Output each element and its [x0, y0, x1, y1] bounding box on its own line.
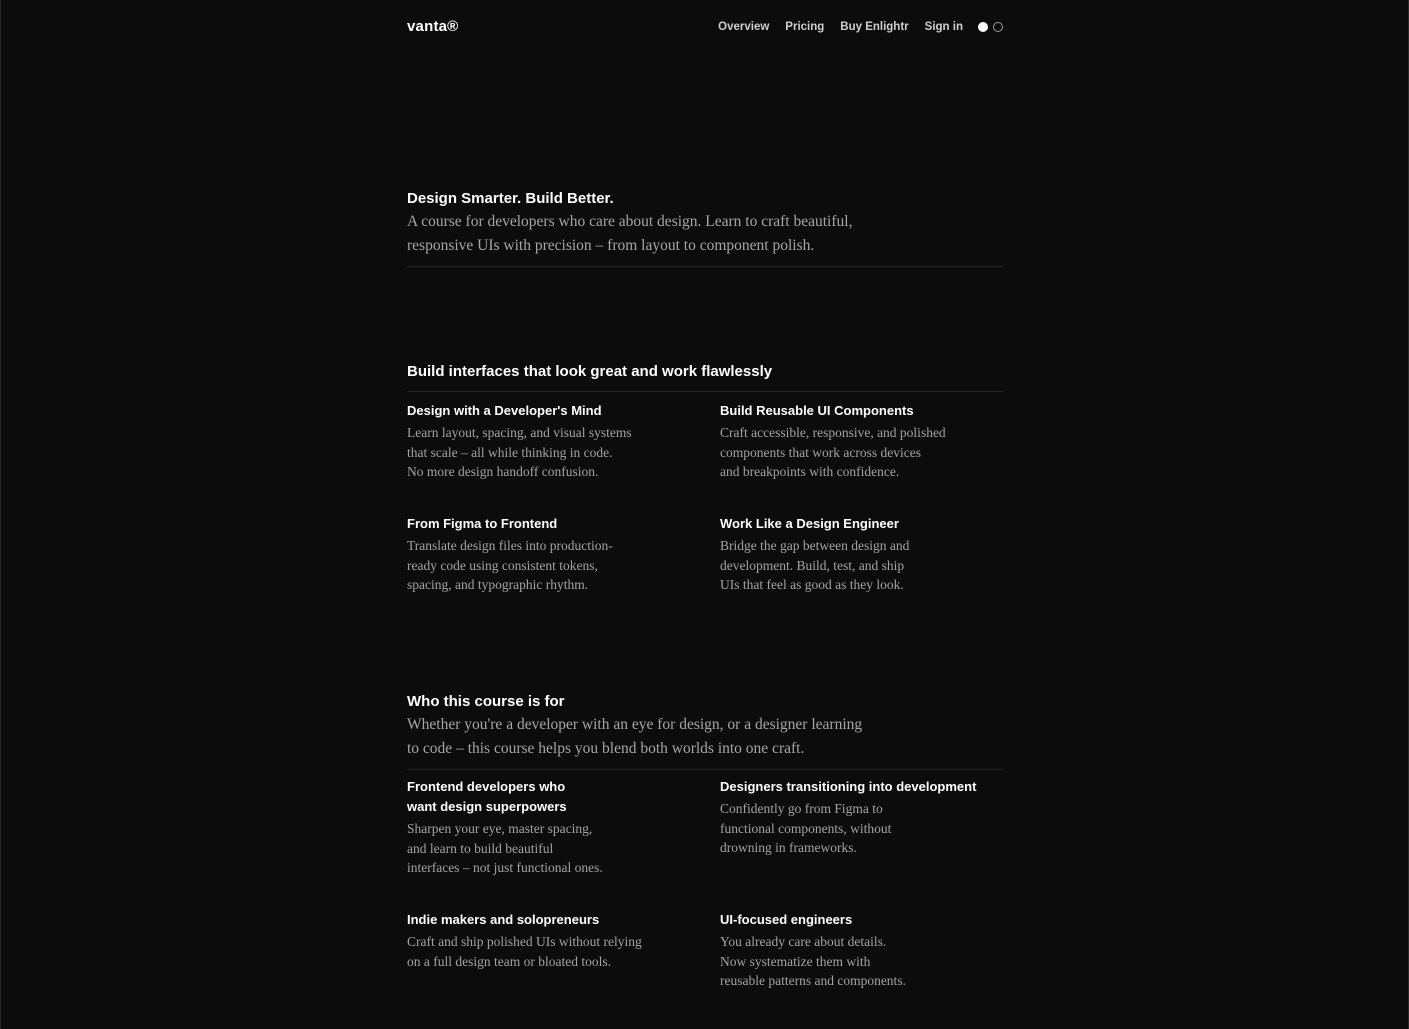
description-line: and breakpoints with confidence.: [720, 464, 900, 480]
description-line: spacing, and typographic rhythm.: [407, 577, 589, 593]
audience-card-title: [407, 910, 692, 930]
nav-link-overview[interactable]: Overview: [718, 21, 770, 33]
feature-card: [720, 514, 1005, 595]
title-line: want design superpowers: [407, 799, 567, 814]
title-line: Designers transitioning into development: [720, 779, 977, 794]
description-line: reusable patterns and components.: [720, 973, 906, 989]
description-line: UIs that feel as good as they look.: [720, 577, 904, 593]
feature-card-description: [720, 536, 1005, 595]
description-line: Confidently go from Figma to: [720, 801, 883, 816]
nav-link-pricing[interactable]: Pricing: [785, 21, 825, 33]
feature-card-title: From Figma to Frontend: [407, 516, 558, 531]
audience-card-title: [407, 777, 692, 817]
nav-link-buy[interactable]: Buy Enlightr: [840, 21, 909, 33]
hero-subtitle-line: A course for developers who care about design. Learn to craft beautiful,: [407, 213, 853, 230]
title-line: UI-focused engineers: [720, 912, 853, 927]
audience-subtitle-line: Whether you're a developer with an eye for design, or a designer learning: [407, 716, 863, 733]
description-line: interfaces – not just functional ones.: [407, 860, 603, 876]
feature-card-description: [407, 423, 692, 482]
feature-card: [720, 401, 1005, 482]
feature-card: [407, 401, 692, 482]
hero-subtitle: [407, 210, 927, 257]
divider: [407, 769, 1003, 770]
audience-subtitle-line: to code – this course helps you blend both worlds into one craft.: [407, 739, 805, 757]
description-line: drowning in frameworks.: [720, 840, 857, 856]
logo[interactable]: vanta®: [407, 18, 459, 35]
audience-subtitle: [407, 713, 967, 760]
title-line: Frontend developers who: [407, 779, 566, 794]
feature-card-title: Build Reusable UI Components: [720, 403, 914, 418]
audience-card-description: [720, 799, 1010, 858]
nav-link-sign-in[interactable]: Sign in: [924, 21, 963, 33]
description-line: and learn to build beautiful: [407, 840, 554, 856]
description-line: that scale – all while thinking in code.: [407, 444, 613, 460]
divider: [407, 391, 1003, 392]
description-line: ready code using consistent tokens,: [407, 557, 598, 573]
description-line: Sharpen your eye, master spacing,: [407, 821, 593, 836]
title-line: Indie makers and solopreneurs: [407, 912, 600, 927]
description-line: You already care about details.: [720, 934, 887, 949]
description-line: Craft and ship polished UIs without relying: [407, 934, 642, 949]
audience-card: [720, 910, 1005, 991]
nav-links: [702, 21, 1003, 33]
feature-card-title: Work Like a Design Engineer: [720, 516, 899, 531]
description-line: Now systematize them with: [720, 953, 871, 969]
divider: [407, 266, 1003, 267]
hero-subtitle-line: responsive UIs with precision – from layout to component polish.: [407, 236, 815, 254]
audience-card-description: [407, 819, 692, 878]
light-theme-dot-icon[interactable]: [993, 22, 1003, 32]
feature-card: [407, 514, 692, 595]
audience-card-description: [407, 932, 692, 971]
theme-toggle[interactable]: [978, 22, 1003, 32]
audience-card: [720, 777, 1010, 858]
dark-theme-dot-icon[interactable]: [978, 22, 988, 32]
description-line: Learn layout, spacing, and visual systems: [407, 425, 632, 440]
description-line: Craft accessible, responsive, and polished: [720, 425, 946, 440]
description-line: No more design handoff confusion.: [407, 464, 599, 480]
feature-card-description: [720, 423, 1005, 482]
description-line: Translate design files into production-: [407, 538, 613, 553]
top-nav: [407, 17, 1003, 39]
audience-heading: Who this course is for: [407, 693, 565, 710]
description-line: components that work across devices: [720, 444, 921, 460]
audience-card: [407, 910, 692, 971]
frame-left-border: [0, 0, 1, 1029]
audience-card-title: [720, 777, 1010, 797]
description-line: functional components, without: [720, 820, 892, 836]
feature-card-description: [407, 536, 692, 595]
feature-card-title: Design with a Developer's Mind: [407, 403, 602, 418]
audience-card: [407, 777, 692, 878]
description-line: development. Build, test, and ship: [720, 557, 905, 573]
description-line: on a full design team or bloated tools.: [407, 953, 611, 969]
audience-card-description: [720, 932, 1005, 991]
features-heading: Build interfaces that look great and work flawlessly: [407, 363, 773, 380]
audience-card-title: [720, 910, 1005, 930]
description-line: Bridge the gap between design and: [720, 538, 910, 553]
hero-title: Design Smarter. Build Better.: [407, 190, 614, 207]
